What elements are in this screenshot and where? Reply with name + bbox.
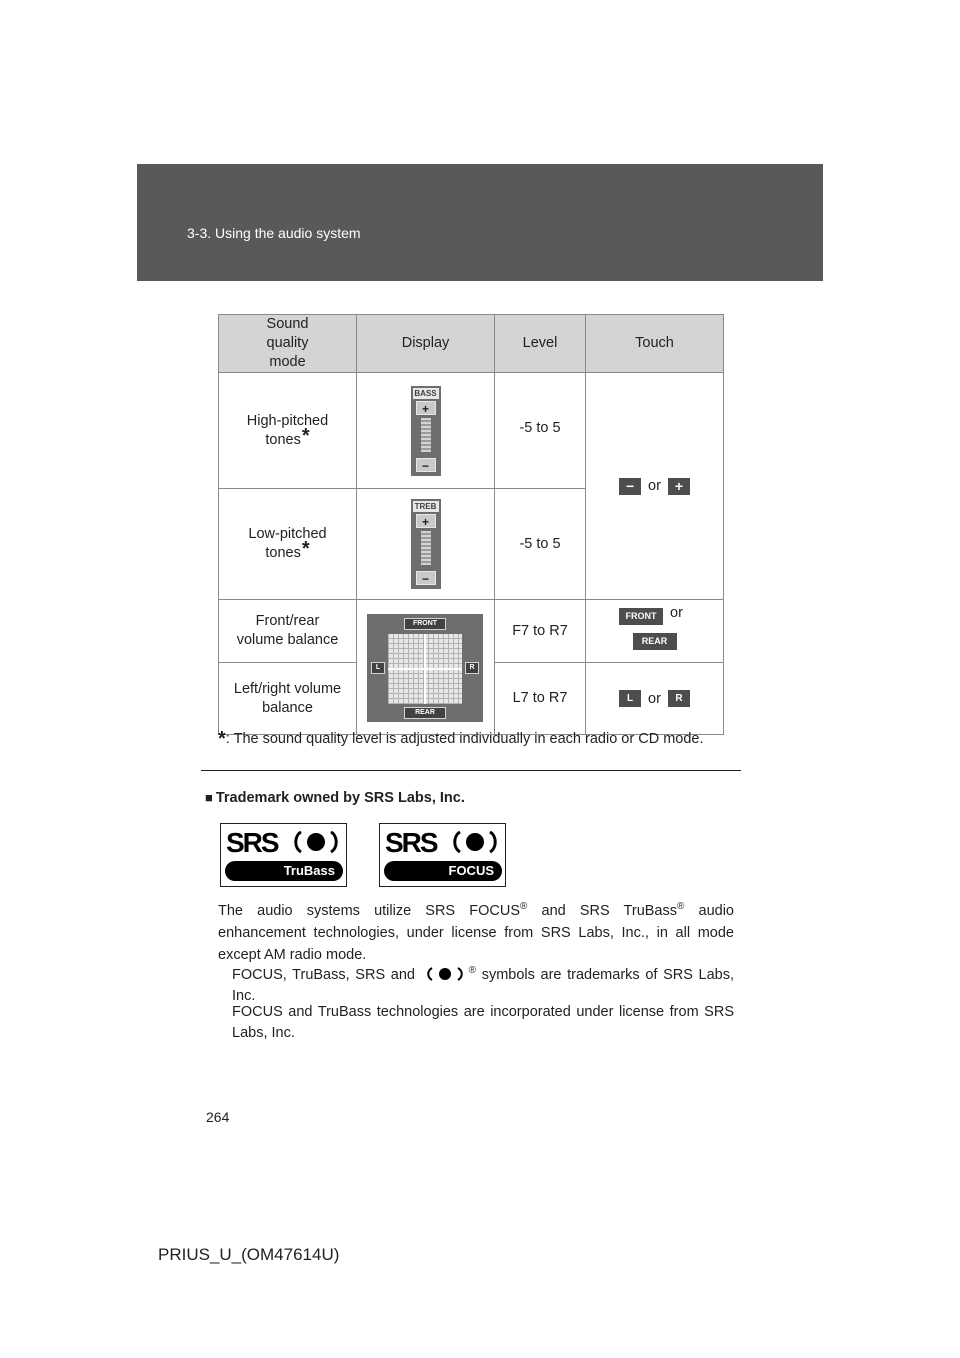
balance-display xyxy=(367,614,483,722)
square-bullet-icon: ■ xyxy=(205,790,213,805)
paragraph-text: symbols are trademarks of SRS Labs, Inc. xyxy=(232,966,735,1004)
front-label: FRONT xyxy=(404,618,446,630)
level-cell xyxy=(495,373,586,489)
footnote-mark: * xyxy=(301,424,310,447)
plus-icon: + xyxy=(416,514,436,528)
table-row xyxy=(219,373,724,489)
touch-cell xyxy=(586,373,724,600)
rear-button-icon: REAR xyxy=(633,633,677,650)
table-header-row xyxy=(219,315,724,373)
trademark-paragraph xyxy=(218,896,734,966)
minus-button-icon: − xyxy=(619,478,641,495)
front-button-icon: FRONT xyxy=(619,608,663,625)
slider-track xyxy=(421,418,431,452)
logo-name: FOCUS xyxy=(384,861,502,881)
mode-cell xyxy=(219,489,357,600)
treble-slider-display xyxy=(411,499,441,589)
plus-icon: + xyxy=(416,401,436,415)
logo-brand: SRS xyxy=(385,827,437,858)
minus-icon: − xyxy=(416,571,436,585)
slider-track xyxy=(421,531,431,565)
table-footnote xyxy=(218,728,704,751)
section-title: 3-3. Using the audio system xyxy=(187,225,361,241)
column-header: Sound quality mode xyxy=(219,315,357,373)
srs-mark-icon xyxy=(452,830,498,854)
mode-label: Left/right volume balance xyxy=(233,680,342,716)
minus-icon: − xyxy=(416,458,436,472)
footnote-text: : The sound quality level is adjusted individually in each radio or CD mode. xyxy=(225,731,704,747)
sound-quality-table xyxy=(218,314,724,735)
level-cell xyxy=(495,489,586,600)
or-label: or xyxy=(648,478,661,494)
plus-button-icon: + xyxy=(668,478,690,495)
registered-mark: ® xyxy=(468,965,477,976)
or-label: or xyxy=(648,690,661,707)
logo-brand: SRS xyxy=(226,827,278,858)
column-header: Touch xyxy=(586,315,724,373)
registered-mark: ® xyxy=(520,901,528,912)
display-cell xyxy=(357,373,495,489)
paragraph-text: FOCUS, TruBass, SRS and xyxy=(232,966,415,983)
level-cell xyxy=(495,600,586,663)
paragraph-text: The audio systems utilize SRS FOCUS xyxy=(218,902,520,919)
document-code: PRIUS_U_(OM47614U) xyxy=(158,1245,340,1264)
display-cell xyxy=(357,489,495,600)
trademark-note xyxy=(232,960,734,1007)
balance-horizontal-line xyxy=(388,668,462,670)
srs-focus-logo xyxy=(379,823,506,887)
slider-caption: TREB xyxy=(413,501,439,512)
mode-label: Low-pitched tones xyxy=(248,526,327,561)
footnote-mark: * xyxy=(218,728,226,750)
mode-label: High-pitched tones xyxy=(246,412,329,448)
level-value: -5 to 5 xyxy=(519,536,561,552)
touch-cell xyxy=(586,663,724,735)
left-button-icon: L xyxy=(619,690,641,707)
touch-cell xyxy=(586,600,724,663)
paragraph-text: audio enhancement technologies, under license from SRS Labs, Inc., in all mode except AM radio mode. xyxy=(218,902,734,963)
logo-name: TruBass xyxy=(225,861,343,881)
srs-trubass-logo xyxy=(220,823,347,887)
registered-mark: ® xyxy=(677,901,685,912)
bass-slider-display xyxy=(411,386,441,476)
slider-caption: BASS xyxy=(414,388,437,398)
left-label: L xyxy=(371,662,385,674)
column-header: Level xyxy=(495,315,586,373)
mode-label: Front/rear volume balance xyxy=(236,613,339,648)
table-row xyxy=(219,600,724,663)
section-header-band xyxy=(137,164,823,281)
section-divider xyxy=(201,770,741,771)
trademark-heading xyxy=(205,790,465,806)
mode-cell xyxy=(219,663,357,735)
or-label: or xyxy=(670,604,683,621)
license-note: FOCUS and TruBass technologies are incorporated under license from SRS Labs, Inc. xyxy=(232,1004,734,1041)
trademark-heading-text: Trademark owned by SRS Labs, Inc. xyxy=(215,790,465,806)
level-cell xyxy=(495,663,586,735)
column-header: Display xyxy=(357,315,495,373)
level-value: L7 to R7 xyxy=(512,689,568,706)
paragraph-text: and SRS TruBass xyxy=(527,902,677,919)
srs-mark-icon xyxy=(293,830,339,854)
footnote-mark: * xyxy=(301,538,310,560)
right-button-icon: R xyxy=(668,690,690,707)
page-number: 264 xyxy=(206,1109,230,1125)
mode-cell xyxy=(219,600,357,663)
right-label: R xyxy=(465,662,479,674)
rear-label: REAR xyxy=(404,707,446,719)
srs-mark-icon xyxy=(425,966,465,982)
level-value: -5 to 5 xyxy=(519,419,561,436)
mode-cell xyxy=(219,373,357,489)
level-value: F7 to R7 xyxy=(512,623,568,639)
display-cell xyxy=(357,600,495,735)
